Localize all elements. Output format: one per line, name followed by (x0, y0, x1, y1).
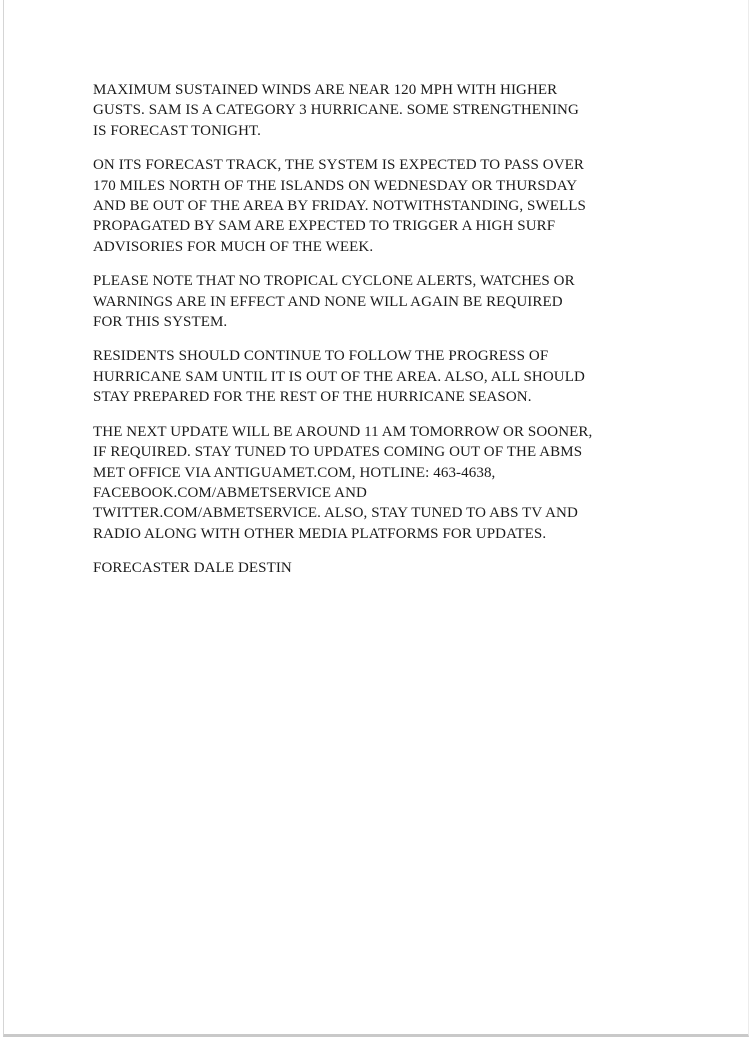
text-line: RESIDENTS SHOULD CONTINUE TO FOLLOW THE PROGRESS OF (93, 348, 549, 365)
text-line: TWITTER.COM/ABMETSERVICE. ALSO, STAY TUNED TO ABS TV AND (93, 505, 578, 522)
text-line: FORECASTER DALE DESTIN (93, 560, 292, 577)
text-line: WARNINGS ARE IN EFFECT AND NONE WILL AGAIN BE REQUIRED (93, 293, 563, 310)
text-line: GUSTS. SAM IS A CATEGORY 3 HURRICANE. SOME STRENGTHENING (93, 102, 579, 119)
document-page (3, 0, 749, 1037)
text-line: AND BE OUT OF THE AREA BY FRIDAY. NOTWITHSTANDING, SWELLS (93, 198, 586, 215)
paragraph-alerts-note (93, 271, 700, 332)
paragraph-residents-advice (93, 346, 700, 407)
hurricane-advisory-text (4, 0, 748, 579)
text-line: FACEBOOK.COM/ABMETSERVICE AND (93, 484, 367, 501)
text-line: PLEASE NOTE THAT NO TROPICAL CYCLONE ALERTS, WATCHES OR (93, 273, 575, 290)
text-line: 170 MILES NORTH OF THE ISLANDS ON WEDNESDAY OR THURSDAY (93, 177, 578, 194)
paragraph-forecaster-signature (93, 558, 700, 578)
text-line: FOR THIS SYSTEM. (93, 314, 228, 331)
text-line: STAY PREPARED FOR THE REST OF THE HURRICANE SEASON. (93, 389, 532, 406)
text-line: IS FORECAST TONIGHT. (93, 122, 261, 139)
text-line: MET OFFICE VIA ANTIGUAMET.COM, HOTLINE: 463-4638, (93, 464, 496, 481)
text-line: RADIO ALONG WITH OTHER MEDIA PLATFORMS FOR UPDATES. (93, 525, 547, 542)
text-line: THE NEXT UPDATE WILL BE AROUND 11 AM TOMORROW OR SOONER, (93, 423, 593, 440)
text-line: ON ITS FORECAST TRACK, THE SYSTEM IS EXPECTED TO PASS OVER (93, 157, 585, 174)
text-line: MAXIMUM SUSTAINED WINDS ARE NEAR 120 MPH WITH HIGHER (93, 82, 558, 98)
paragraph-next-update (93, 422, 700, 544)
paragraph-winds (93, 80, 700, 141)
text-line: PROPAGATED BY SAM ARE EXPECTED TO TRIGGER A HIGH SURF (93, 218, 556, 235)
text-line: IF REQUIRED. STAY TUNED TO UPDATES COMING OUT OF THE ABMS (93, 444, 583, 461)
paragraph-forecast-track (93, 155, 700, 257)
text-line: ADVISORIES FOR MUCH OF THE WEEK. (93, 238, 374, 255)
text-line: HURRICANE SAM UNTIL IT IS OUT OF THE AREA. ALSO, ALL SHOULD (93, 368, 585, 385)
